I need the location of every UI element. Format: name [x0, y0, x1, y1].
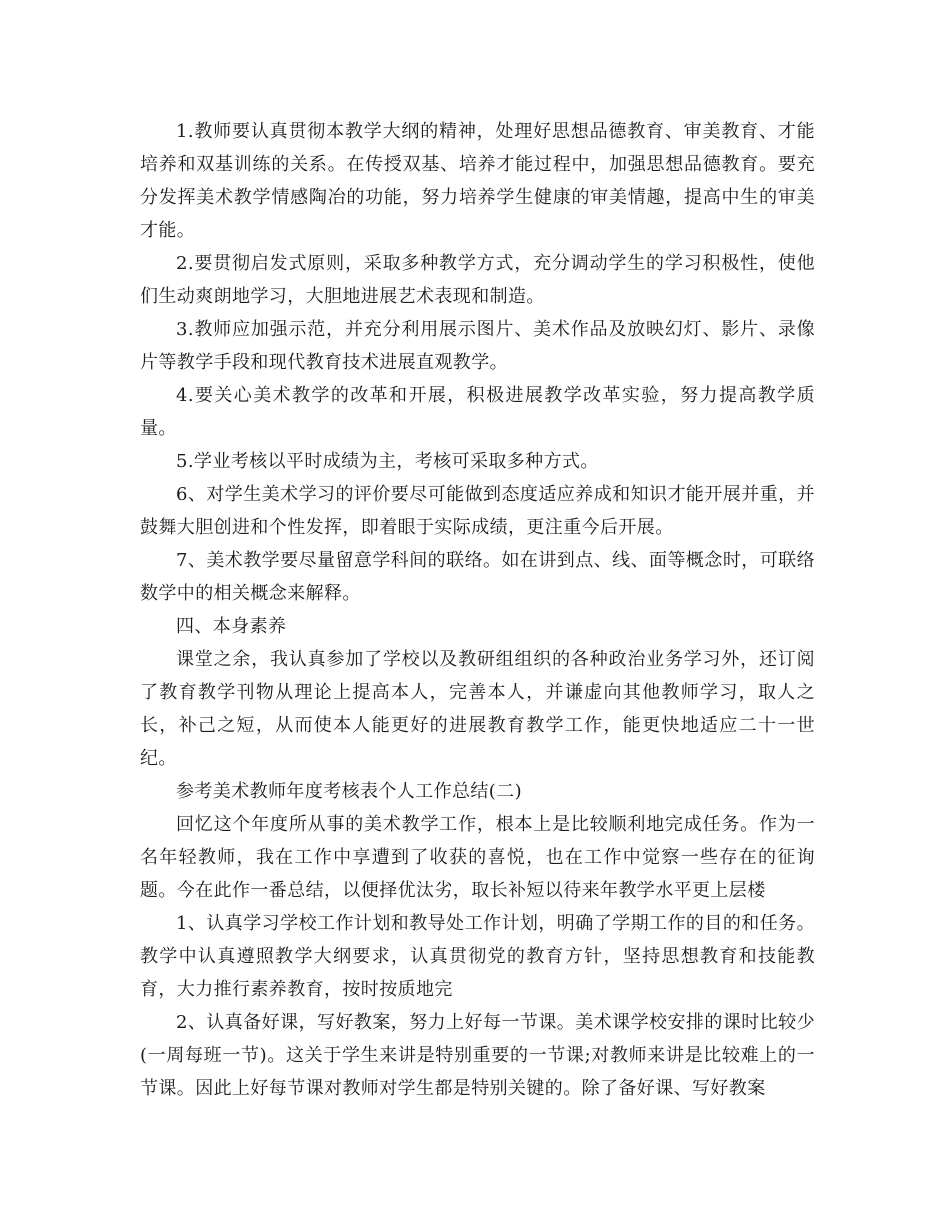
paragraph-teaching-guideline-2: 2.要贯彻启发式原则，采取多种教学方式，充分调动学生的学习积极性，使他们生动爽朗地学习，大胆地进展艺术表现和制造。	[140, 253, 815, 307]
paragraph-self-cultivation: 课堂之余，我认真参加了学校以及教研组组织的各种政治业务学习外，还订阅了教育教学刊物从理论上提高本人，完善本人，并谦虚向其他教师学习，取人之长，补己之短，从而使本人能更好的进展教育教学工作，能更快地适应二十一世纪。	[140, 649, 815, 769]
section-heading-self-cultivation: 四、本身素养	[176, 616, 287, 637]
paragraph-review-item-2: 2、认真备好课，写好教案，努力上好每一节课。美术课学校安排的课时比较少(一周每班一节)。这关于学生来讲是特别重要的一节课;对教师来讲是比较难上的一节课。因此上好每节课对教师对学生都是特别关键的。除了备好课、写好教案	[140, 1012, 815, 1099]
paragraph-review-intro: 回忆这个年度所从事的美术教学工作，根本上是比较顺利地完成任务。作为一名年轻教师，我在工作中享遭到了收获的喜悦，也在工作中觉察一些存在的征询题。今在此作一番总结，以便择优汰劣，取长补短以待来年教学水平更上层楼	[140, 814, 815, 901]
paragraph-teaching-guideline-6: 6、对学生美术学习的评价要尽可能做到态度适应养成和知识才能开展并重，并鼓舞大胆创进和个性发挥，即着眼于实际成绩，更注重今后开展。	[140, 484, 815, 538]
section-heading-summary-two: 参考美术教师年度考核表个人工作总结(二)	[176, 781, 523, 802]
paragraph-teaching-guideline-1: 1.教师要认真贯彻本教学大纲的精神，处理好思想品德教育、审美教育、才能培养和双基训练的关系。在传授双基、培养才能过程中，加强思想品德教育。要充分发挥美术教学情感陶冶的功能，努力培养学生健康的审美情趣，提高中生的审美才能。	[140, 121, 815, 241]
paragraph-teaching-guideline-7: 7、美术教学要尽量留意学科间的联络。如在讲到点、线、面等概念时，可联络数学中的相关概念来解释。	[140, 550, 815, 604]
paragraph-review-item-1: 1、认真学习学校工作计划和教导处工作计划，明确了学期工作的目的和任务。教学中认真遵照教学大纲要求，认真贯彻党的教育方针，坚持思想教育和技能教育，大力推行素养教育，按时按质地完	[140, 913, 815, 1000]
paragraph-teaching-guideline-4: 4.要关心美术教学的改革和开展，积极进展教学改革实验，努力提高教学质量。	[140, 385, 815, 439]
paragraph-teaching-guideline-5: 5.学业考核以平时成绩为主，考核可采取多种方式。	[176, 451, 599, 472]
document-body	[140, 115, 815, 1105]
paragraph-teaching-guideline-3: 3.教师应加强示范，并充分利用展示图片、美术作品及放映幻灯、影片、录像片等教学手段和现代教育技术进展直观教学。	[140, 319, 815, 373]
